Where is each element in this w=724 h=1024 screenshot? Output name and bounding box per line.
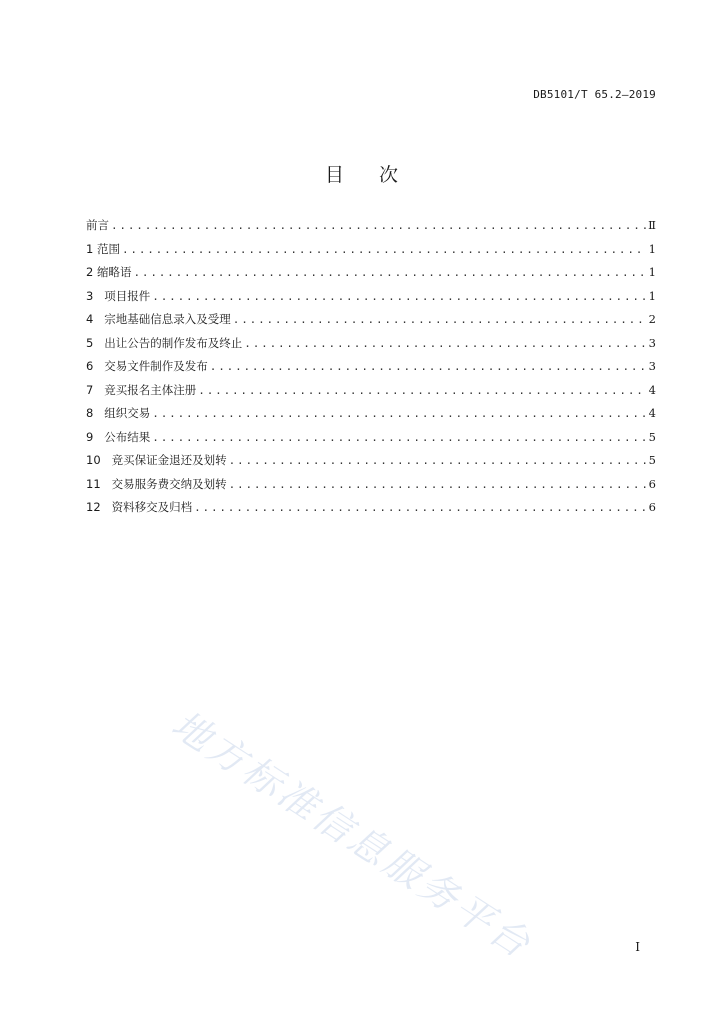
toc-entry[interactable] <box>86 264 656 288</box>
toc-entry[interactable] <box>86 241 656 265</box>
toc-entry-label: 竞买报名主体注册 <box>104 382 197 397</box>
toc-leader-dots <box>111 219 646 232</box>
toc-leader-dots <box>152 290 646 303</box>
toc-entry-page: 1 <box>648 265 656 279</box>
toc-entry-page: 3 <box>648 335 656 350</box>
toc-entry-number: 2 <box>86 265 97 279</box>
toc-entry[interactable] <box>86 217 656 241</box>
toc-entry-page: 2 <box>648 312 656 326</box>
toc-entry-page: 6 <box>648 500 656 514</box>
toc-leader-dots <box>229 454 646 467</box>
toc-leader-dots <box>122 243 646 256</box>
toc-entry[interactable] <box>86 499 656 523</box>
toc-entry-number: 1 <box>86 241 97 256</box>
toc-leader-dots <box>194 501 646 514</box>
toc-entry-page: 4 <box>648 382 656 397</box>
toc-entry[interactable] <box>86 358 656 382</box>
toc-entry-number: 6 <box>86 359 105 373</box>
toc-entry-number: 7 <box>86 382 105 397</box>
toc-entry-number: 5 <box>86 335 105 350</box>
toc-entry-label: 项目报件 <box>104 288 151 303</box>
toc-entry[interactable] <box>86 429 656 453</box>
title-char-2: 次 <box>379 164 400 186</box>
toc-entry-page: 1 <box>648 241 656 256</box>
toc-entry[interactable] <box>86 405 656 429</box>
toc-entry-label: 公布结果 <box>104 429 151 444</box>
document-code: DB5101/T 65.2—2019 <box>533 88 656 101</box>
toc-entry-number: 10 <box>86 453 112 467</box>
toc-entry-label: 出让公告的制作发布及终止 <box>104 335 243 350</box>
toc-entry-page: 5 <box>648 429 656 444</box>
page-title <box>0 160 724 187</box>
toc-entry-page: 6 <box>648 476 656 491</box>
toc-leader-dots <box>233 313 646 326</box>
toc-leader-dots <box>133 266 646 279</box>
toc-entry-label: 范围 <box>96 241 120 256</box>
toc-leader-dots <box>244 337 646 350</box>
toc-entry-label: 交易文件制作及发布 <box>104 359 208 373</box>
toc-leader-dots <box>198 384 646 397</box>
toc-entry-label: 宗地基础信息录入及受理 <box>104 312 231 326</box>
toc-entry-label: 缩略语 <box>96 265 132 279</box>
toc-entry-number: 11 <box>86 476 112 491</box>
watermark: 地方标准信息服务平台 <box>164 701 541 968</box>
toc-entry-page: 4 <box>648 406 656 420</box>
toc-entry-page: Ⅱ <box>648 218 656 232</box>
toc-leader-dots <box>152 431 646 444</box>
toc-entry-number: 9 <box>86 429 105 444</box>
toc-leader-dots <box>210 360 646 373</box>
toc-entry-label: 竞买保证金退还及划转 <box>111 453 227 467</box>
toc-entry[interactable] <box>86 288 656 312</box>
toc-entry-label: 交易服务费交纳及划转 <box>111 476 227 491</box>
toc-entry[interactable] <box>86 476 656 500</box>
toc-entry[interactable] <box>86 452 656 476</box>
toc-entry[interactable] <box>86 382 656 406</box>
toc-entry-label: 资料移交及归档 <box>111 500 193 514</box>
toc-entry-number: 3 <box>86 288 105 303</box>
toc-entry-number: 12 <box>86 500 112 514</box>
page-number: I <box>635 940 640 954</box>
toc-leader-dots <box>152 407 646 420</box>
toc-entry-page: 1 <box>648 288 656 303</box>
toc-leader-dots <box>229 478 646 491</box>
toc-entry-page: 3 <box>648 359 656 373</box>
toc-entry[interactable] <box>86 311 656 335</box>
toc-entry[interactable] <box>86 335 656 359</box>
title-char-1: 目 <box>324 164 345 186</box>
toc-entry-page: 5 <box>648 453 656 467</box>
toc-entry-number: 4 <box>86 312 105 326</box>
toc-entry-number: 8 <box>86 406 105 420</box>
toc-entry-label: 组织交易 <box>104 406 151 420</box>
toc-entry-label: 前言 <box>86 218 109 232</box>
table-of-contents <box>86 217 656 523</box>
